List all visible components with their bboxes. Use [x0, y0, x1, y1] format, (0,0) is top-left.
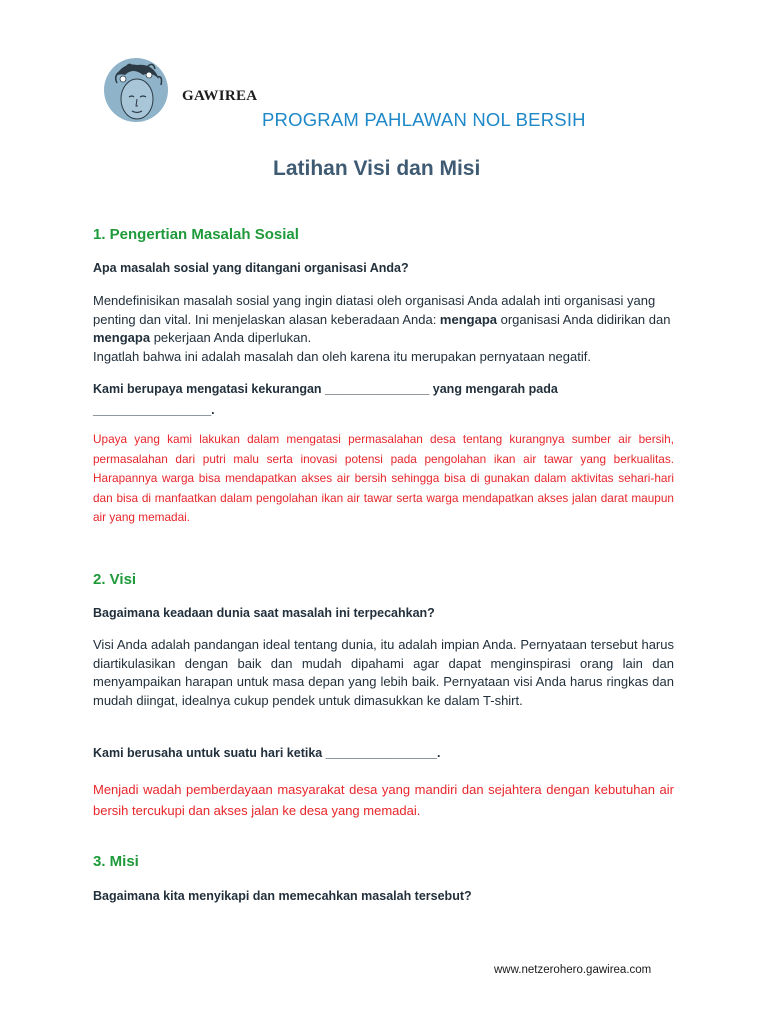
paragraph-text: Mendefinisikan masalah sosial yang ingin diatasi oleh organisasi Anda adalah inti organisasi yang penting dan vital. Ini menjelaskan alasan keberadaan Anda: [93, 293, 656, 327]
page-title: Latihan Visi dan Misi [273, 157, 481, 180]
paragraph-text: organisasi Anda didirikan dan [497, 311, 671, 327]
section-heading-3: 3. Misi [93, 853, 139, 870]
emphasis-text: mengapa [93, 330, 151, 345]
face-logo-icon [103, 57, 169, 123]
section-paragraph-1 [93, 292, 674, 366]
section-question-3: Bagaimana kita menyikapi dan memecahkan masalah tersebut? [93, 889, 472, 903]
program-title: PROGRAM PAHLAWAN NOL BERSIH [262, 109, 586, 130]
section-heading-1: 1. Pengertian Masalah Sosial [93, 226, 299, 243]
paragraph-text: pekerjaan Anda diperlukan. [150, 330, 312, 345]
section-paragraph-2: Visi Anda adalah pandangan ideal tentang dunia, itu adalah impian Anda. Pernyataan tersebut harus diartikulasikan dengan baik dan mudah dipahami agar dapat menginspirasi orang lain dan menyampaikan harapan untuk masa depan yang lebih baik. Pernyataan visi Anda harus ringkas dan mudah diingat, idealnya cukup pendek untuk dimasukkan ke dalam T-shirt. [93, 637, 674, 708]
section-question-2: Bagaimana keadaan dunia saat masalah ini terpecahkan? [93, 606, 435, 620]
fill-in-template-1: Kami berupaya mengatasi kekurangan _______________ yang mengarah pada _________________. [93, 382, 558, 417]
paragraph-text: Ingatlah bahwa ini adalah masalah dan oleh karena itu merupakan pernyataan negatif. [93, 348, 591, 364]
section-heading-2: 2. Visi [93, 571, 137, 588]
answer-text-1: Upaya yang kami lakukan dalam mengatasi permasalahan desa tentang kurangnya sumber air bersih, permasalahan dari putri malu serta inovasi potensi pada pengolahan ikan air tawar yang berkualitas. Harapannya warga bisa mendapatkan akses air bersih sehingga bisa di gunakan dalam aktivitas sehari-hari dan bisa di manfaatkan dalam pengolahan ikan air tawar serta warga mendapatkan akses jalan darat maupun air yang memadai. [93, 432, 674, 524]
fill-in-template-2: Kami berusaha untuk suatu hari ketika ________________. [93, 746, 441, 760]
section-question-1: Apa masalah sosial yang ditangani organisasi Anda? [93, 261, 409, 275]
brand-name: GAWIREA [182, 88, 258, 104]
answer-text-2: Menjadi wadah pemberdayaan masyarakat desa yang mandiri dan sejahtera dengan kebutuhan air bersih tercukupi dan akses jalan ke desa yang memadai. [93, 782, 674, 818]
footer-url: www.netzerohero.gawirea.com [494, 964, 652, 976]
emphasis-text: mengapa [439, 311, 497, 327]
